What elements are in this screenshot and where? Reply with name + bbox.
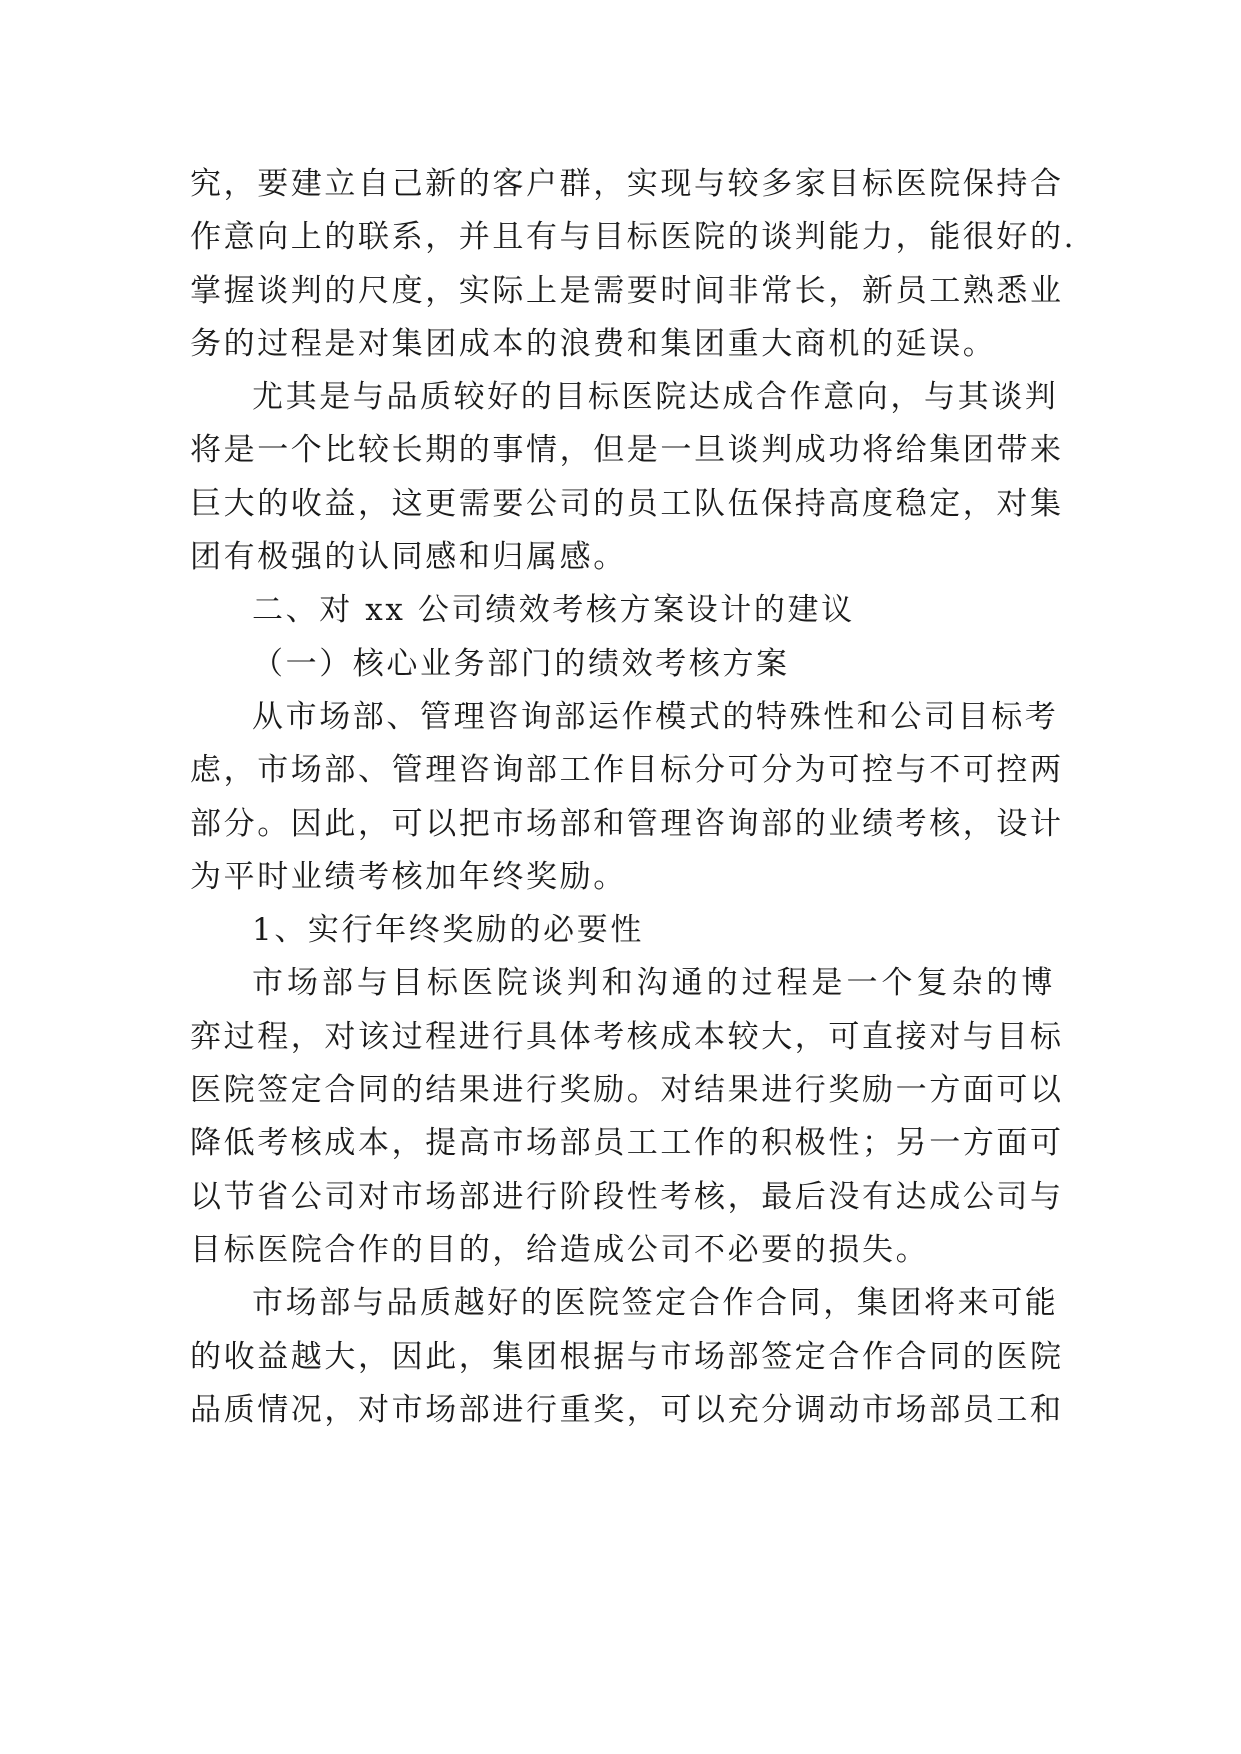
text-line: 从市场部、管理咨询部运作模式的特殊性和公司目标考 — [252, 698, 1059, 735]
heading-text: 1、实行年终奖励的必要性 — [252, 912, 644, 949]
text-line: 医院签定合同的结果进行奖励。对结果进行奖励一方面可以 — [190, 1072, 1064, 1109]
paragraph-negotiation — [190, 957, 1064, 1277]
text-line: 将是一个比较长期的事情，但是一旦谈判成功将给集团带来 — [190, 432, 1064, 469]
text-line: 品质情况，对市场部进行重奖，可以充分调动市场部员工和 — [190, 1391, 1064, 1428]
text-line: 为平时业绩考核加年终奖励。 — [190, 858, 627, 895]
heading-text: 二、对 xx 公司绩效考核方案设计的建议 — [252, 592, 855, 629]
paragraph-reward — [190, 1277, 1064, 1437]
text-line: 巨大的收益，这更需要公司的员工队伍保持高度稳定，对集 — [190, 485, 1064, 522]
paragraph-continuation — [190, 158, 1077, 371]
paragraph-market-consulting — [190, 691, 1064, 904]
heading-text: （一）核心业务部门的绩效考核方案 — [252, 645, 790, 682]
text-line: 弈过程，对该过程进行具体考核成本较大，可直接对与目标 — [190, 1018, 1064, 1055]
text-line: 降低考核成本，提高市场部员工工作的积极性；另一方面可 — [190, 1125, 1064, 1162]
text-line: 团有极强的认同感和归属感。 — [190, 539, 627, 576]
subsection-heading — [190, 638, 1055, 691]
section-heading — [190, 584, 1055, 637]
document-body — [190, 158, 1077, 1437]
text-line: 目标医院合作的目的，给造成公司不必要的损失。 — [190, 1231, 930, 1268]
text-line: 的收益越大，因此，集团根据与市场部签定合作合同的医院 — [190, 1338, 1064, 1375]
text-line: 掌握谈判的尺度，实际上是需要时间非常长，新员工熟悉业 — [190, 272, 1064, 309]
text-line: 作意向上的联系，并且有与目标医院的谈判能力，能很好的. — [190, 219, 1077, 256]
text-line: 尤其是与品质较好的目标医院达成合作意向，与其谈判 — [252, 379, 1059, 416]
paragraph-stability — [190, 371, 1064, 584]
text-line: 市场部与目标医院谈判和沟通的过程是一个复杂的博 — [252, 965, 1055, 1002]
text-line: 究，要建立自己新的客户群，实现与较多家目标医院保持合 — [190, 166, 1064, 202]
text-line: 以节省公司对市场部进行阶段性考核，最后没有达成公司与 — [190, 1178, 1064, 1215]
text-line: 虑，市场部、管理咨询部工作目标分可分为可控与不可控两 — [190, 752, 1064, 789]
numbered-heading — [190, 904, 1055, 957]
text-line: 市场部与品质越好的医院签定合作合同，集团将来可能 — [252, 1285, 1059, 1322]
text-line: 务的过程是对集团成本的浪费和集团重大商机的延误。 — [190, 325, 997, 362]
text-line: 部分。因此，可以把市场部和管理咨询部的业绩考核，设计 — [190, 805, 1064, 842]
